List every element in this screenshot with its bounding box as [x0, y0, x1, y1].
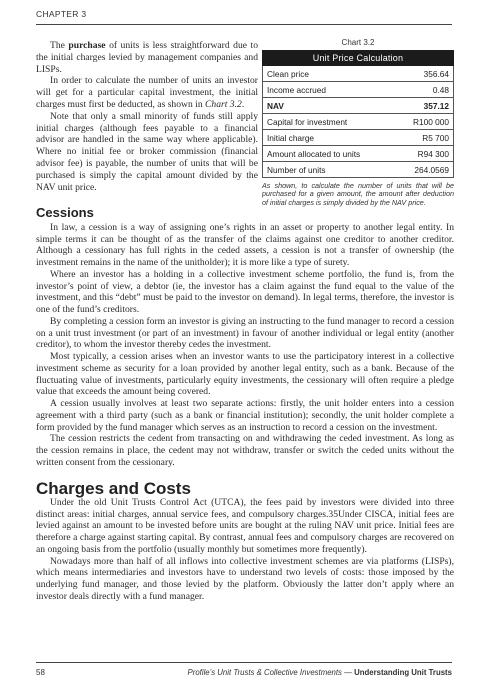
section-heading: Cessions: [36, 205, 94, 220]
chart-row-value: 0.48: [432, 85, 449, 95]
chart-row-label: Initial charge: [267, 133, 315, 143]
chart-row-value: 357.12: [423, 101, 449, 111]
intro-paragraph: [36, 75, 258, 110]
body-paragraph: Where an investor has a holding in a collective investment scheme portfolio, the fund is, from the investor’s point of view, a debtor (ie, the investor has a claim against the fund equal to the value of the investment, and this “debt” must be paid to the investor on demand). In legal terms, therefore, the investor is one of the fund’s creditors.: [36, 268, 454, 315]
chart-row-value: 264.0569: [414, 165, 449, 175]
book-title: Profile’s Unit Trusts & Collective Investments: [187, 668, 342, 677]
body-paragraph: Under the old Unit Trusts Control Act (UTCA), the fees paid by investors were divided into three distinct areas: initial charges, annual service fees, and compulsory charges.35Under CISCA, initial fees are levied against an amount to be invested before units are bought at the ruling NAV unit price. Initial fees are therefore a charge against starting capital. By contrast, annual fees and compulsory charges are recovered on an ongoing basis from the portfolio (usually monthly but sometimes more frequently).: [36, 496, 454, 555]
chart-row-value: R100 000: [413, 117, 449, 127]
chart-row-label: Clean price: [267, 69, 309, 79]
page-number: 58: [36, 668, 45, 677]
chart-row: [263, 66, 453, 82]
chart-row-value: 356.64: [423, 69, 449, 79]
intro-column: [36, 40, 258, 193]
body-paragraph: Nowadays more than half of all inflows into collective investment schemes are via platforms (LISPs), which means intermediaries and investors have to understand two levels of costs: those imposed by the underlying fund manager, and those levied by the platform. Obviously the latter don’t apply where an investor deals directly with a fund manager.: [36, 555, 454, 602]
running-head: CHAPTER 3: [36, 9, 87, 19]
chart-label: Chart 3.2: [341, 38, 375, 47]
footer-separator: —: [341, 668, 355, 677]
chart-row-label: Capital for investment: [267, 117, 348, 127]
cessions-section: [36, 207, 454, 469]
intro-text: The: [50, 40, 69, 51]
body-paragraph: Most typically, a cession arises when an investor wants to use the participatory interest in a collective investment scheme as security for a loan provided by another legal entity, such as a bank. Because of the fluctuating value of investments, particularly equity investments, the cessionary will often require a pledge value that exceeds the amount being covered.: [36, 351, 454, 398]
chart-reference: Chart 3.2: [205, 98, 242, 110]
footer-rule: [36, 662, 452, 663]
chart-row: [263, 130, 453, 146]
chart-row-value: R94 300: [417, 149, 449, 159]
chart-row: [263, 98, 453, 114]
chart-row-label: Income accrued: [267, 85, 327, 95]
intro-bold-term: purchase: [68, 40, 106, 51]
chart-row: [263, 114, 453, 130]
body-paragraph: The cession restricts the cedent from transacting on and withdrawing the ceded investment. As long as the cession remains in place, the cedent may not withdraw, transfer or switch the ceded units without the written consent from the cessionary.: [36, 433, 454, 468]
chart-row: [263, 162, 453, 178]
intro-text: .: [241, 98, 245, 110]
intro-text: of units is less straightforward due to the initial charges levied by management companies and LISPs.: [36, 40, 258, 75]
body-paragraph: In law, a cession is a way of assigning one’s rights in an asset or property to another legal entity. In simple terms it can be thought of as the transfer of the claims against one creditor to another creditor. Although a cessionary has full rights in the ceded assets, a cession is not a transfer of ownership (the investment remains in the name of the unitholder); it is more like a type of surety.: [36, 221, 454, 268]
chart-row-label: Amount allocated to units: [267, 149, 361, 159]
intro-paragraph: Note that only a small minority of funds still apply initial charges (although fees payable to a financial advisor are handled in the same way where applicable). Where no initial fee or broker commission (financial advisor fee) is payable, the number of units that will be purchased is simply the capital amount divided by the NAV unit price.: [36, 110, 258, 193]
chart-table: [262, 66, 454, 178]
chart-row-value: R5 700: [422, 133, 449, 143]
chart-row: [263, 146, 453, 162]
chart-row-label: Number of units: [267, 165, 326, 175]
intro-paragraph: [36, 40, 258, 75]
header-rule: [36, 24, 452, 25]
chart-row: [263, 82, 453, 98]
chart-title: Unit Price Calculation: [262, 50, 454, 66]
charges-section: [36, 479, 454, 603]
chart-row-label: NAV: [267, 101, 284, 111]
section-heading: Charges and Costs: [36, 479, 191, 498]
body-paragraph: By completing a cession form an investor is giving an instructing to the fund manager to record a cession on a unit trust investment (or part of an investment) in favour of another individual or legal entity (another creditor), to whom the investor thereby cedes the investment.: [36, 315, 454, 351]
chart-note: As shown, to calculate the number of units that will be purchased for a given amount, the amount after deduction of initial charges is simply divided by the NAV price.: [262, 181, 454, 207]
unit-price-chart: [262, 38, 454, 207]
intro-text: In order to calculate the number of units an investor will get for a particular capital investment, the initial charges must first be deducted, as shown in: [36, 75, 258, 110]
body-paragraph: A cession usually involves at least two separate actions: firstly, the unit holder enters into a cession agreement with a third party (such as a bank or financial institution); secondly, the unit holder complete a form provided by the fund manager which serves as an instruction to record a cession on the investment.: [36, 398, 454, 433]
book-subtitle: Understanding Unit Trusts: [354, 668, 452, 677]
footer-title: [188, 668, 452, 677]
